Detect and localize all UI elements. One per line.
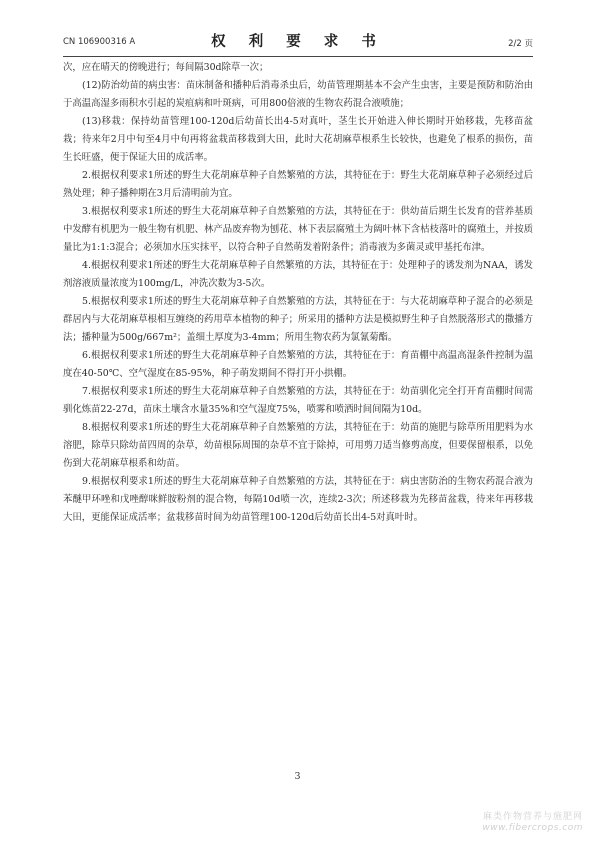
claim-paragraph: 4.根据权利要求1所述的野生大花胡麻草种子自然繁殖的方法，其特征在于：处理种子的诱发剂为NAA，诱发剂溶液质量浓度为100mg/L，冲洗次数为3-5次。 [63,260,533,289]
claim-paragraph: 2.根据权利要求1所述的野生大花胡麻草种子自然繁殖的方法，其特征在于：野生大花胡麻草种子必须经过后熟处理；种子播种期在3月后清明前为宜。 [63,170,533,199]
claim-paragraph: 9.根据权利要求1所述的野生大花胡麻草种子自然繁殖的方法，其特征在于：病虫害防治的生物农药混合液为苯醚甲环唑和戊唑醇咪鲜胺粉剂的混合物，每隔10d喷一次，连续2-3次；所述移栽为先移苗盆栽，待来年再移栽大田，更能保证成活率；盆栽移苗时间为幼苗管理100-120d后幼苗长出4-5对真叶时。 [63,476,533,523]
watermark-url: www.fibercrops.com [482,823,583,833]
site-watermark [482,812,583,834]
claim-paragraph: 6.根据权利要求1所述的野生大花胡麻草种子自然繁殖的方法，其特征在于：育苗棚中高温高湿条件控制为温度在40-50℃、空气湿度在85-95%，种子萌发期间不得打开小拱棚。 [63,350,533,379]
page-indicator: 2/2 页 [508,39,533,49]
claim-paragraph: 7.根据权利要求1所述的野生大花胡麻草种子自然繁殖的方法，其特征在于：幼苗驯化完全打开育苗棚时间需驯化炼苗22-27d，苗床土壤含水量35%和空气湿度75%，喷雾和喷洒时间间隔为10d。 [63,386,533,415]
claim-paragraph: (12)防治幼苗的病虫害：苗床制备和播种后消毒杀虫后，幼苗管理期基本不会产生虫害，主要是预防和防治由于高温高湿多雨积水引起的炭疽病和叶斑病，可用800倍液的生物农药混合液喷施； [63,80,533,109]
claims-body [63,59,533,527]
publication-number: CN 106900316 A [63,37,136,47]
document-title: 权 利 要 求 书 [211,33,385,50]
watermark-site-name: 麻类作物营养与施肥网 [482,812,583,822]
header-rule [63,56,533,57]
claim-paragraph: 次，应在晴天的傍晚进行；每间隔30d除草一次； [63,62,269,73]
claim-paragraph: (13)移栽：保持幼苗管理100-120d后幼苗长出4-5对真叶，茎生长开始进入伸长期时开始移栽，先移苗盆栽；待来年2月中旬至4月中旬再将盆栽苗移栽到大田，此时大花胡麻草根系生长较快，也避免了根系的损伤，苗生长旺盛，便于保证大田的成活率。 [63,116,533,163]
claim-paragraph: 3.根据权利要求1所述的野生大花胡麻草种子自然繁殖的方法，其特征在于：供幼苗后期生长发育的营养基质中发酵有机肥为一般生物有机肥、林产品废弃物为刨花、林下表层腐殖土为阔叶林下含枯枝落叶的腐殖土，并按质量比为1:1:3混合；必须加水压实抹平，以符合种子自然萌发着附条件；消毒液为多菌灵或甲基托布津。 [63,206,533,253]
claim-paragraph: 5.根据权利要求1所述的野生大花胡麻草种子自然繁殖的方法，其特征在于：与大花胡麻草种子混合的必须是群居内与大花胡麻草根相互缠绕的药用草本植物的种子；所采用的播种方法是模拟野生种子自然脱落形式的撒播方法；播种量为500g/667m²；盖细土厚度为3-4mm；所用生物农药为氯氰菊酯。 [63,296,533,343]
claim-paragraph: 8.根据权利要求1所述的野生大花胡麻草种子自然繁殖的方法，其特征在于：幼苗的施肥与除草所用肥料为水溶肥，除草只除幼苗四周的杂草，幼苗根际周围的杂草不宜于除掉，可用剪刀适当修剪高度，但要保留根系，以免伤到大花胡麻草根系和幼苗。 [63,422,533,469]
page-number: 3 [294,771,301,782]
document-header [63,30,533,52]
